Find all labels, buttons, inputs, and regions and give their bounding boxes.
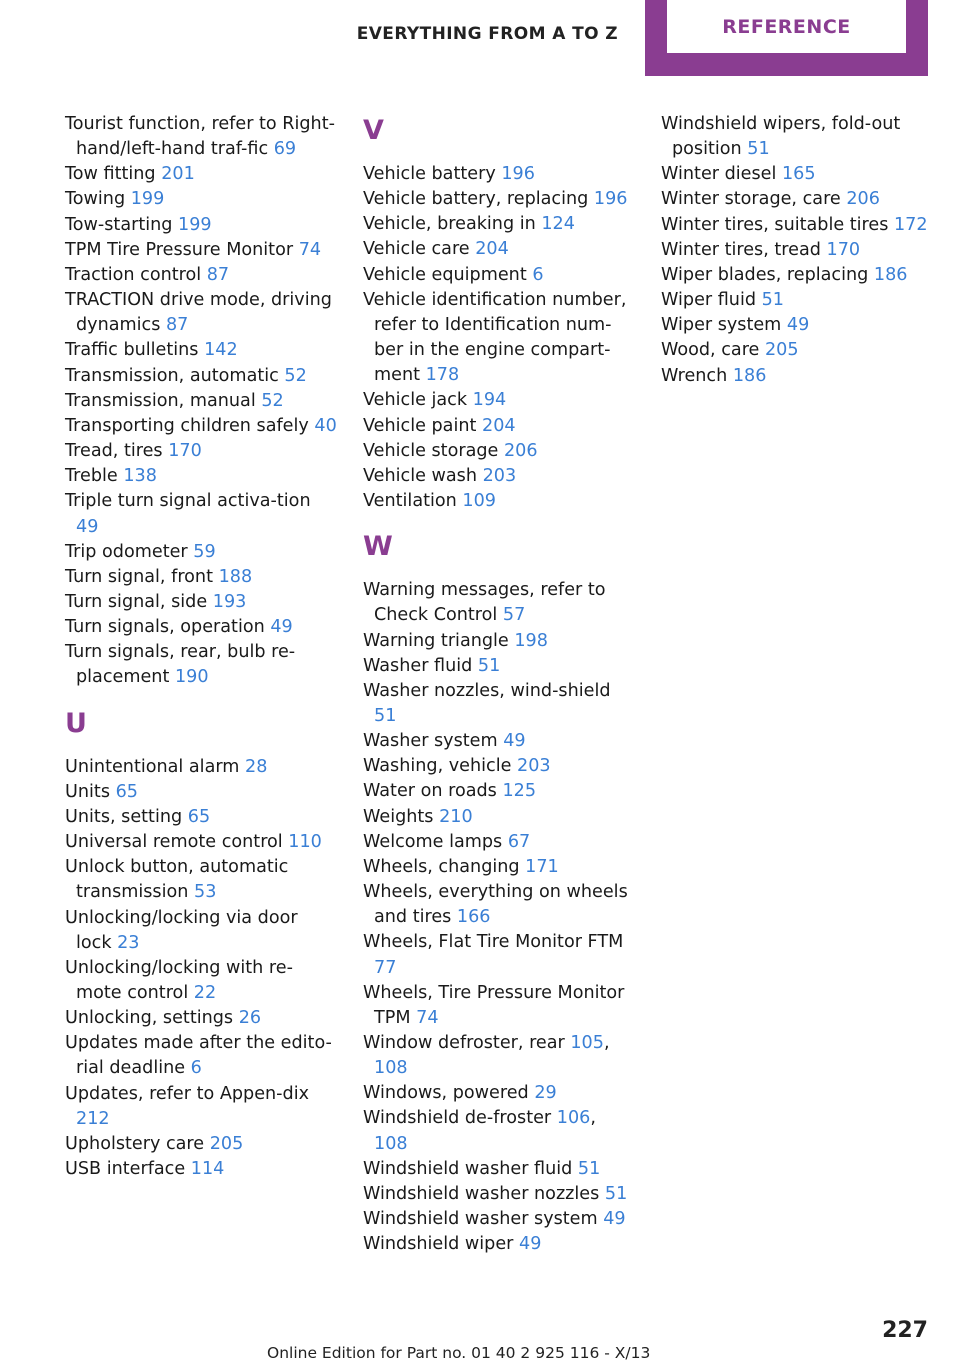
index-entry [363,439,635,464]
index-entry [363,162,635,187]
page-link[interactable]: 106 [556,1108,591,1129]
entry-text: Turn signals, rear, bulb re-placement [65,642,296,688]
index-entry [65,213,337,238]
index-entry [363,489,635,514]
index-entry [65,615,337,640]
page-link[interactable]: 206 [503,440,538,461]
page-link[interactable]: 199 [178,214,212,235]
page-link[interactable]: 203 [517,756,551,777]
index-entry [65,1132,337,1157]
section-letter: W [363,531,393,563]
entry-text: Vehicle identification number, refer to Identification num-ber in the engine compart-ment [363,289,627,386]
index-section [363,112,635,514]
page-link[interactable]: 110 [288,832,322,853]
entry-text: Vehicle, breaking in [363,214,542,235]
entry-text: Vehicle paint [363,415,482,436]
entry-text: Turn signal, side [65,591,213,612]
entry-text: Windshield washer system [363,1209,604,1230]
page-link[interactable]: 49 [270,617,293,638]
page-link[interactable]: 67 [507,831,531,852]
index-entry [363,779,635,804]
entry-text: Wheels, Tire Pressure Monitor TPM [363,982,625,1028]
entry-text: Windshield wiper [363,1234,519,1255]
entry-text: Ventilation [363,491,463,512]
page-link[interactable]: 199 [130,189,165,210]
page-link[interactable]: 204 [482,415,516,436]
index-entry [65,590,337,615]
index-entry [65,238,337,263]
page-link[interactable]: 49 [519,1234,542,1255]
index-entry [65,1031,337,1081]
entry-text: Upholstery care [65,1133,210,1154]
edition-footer: Online Edition for Part no. 01 40 2 925 116 - X/13 [267,1344,651,1362]
page-link[interactable]: 205 [764,340,799,361]
index-entry [661,162,933,187]
entry-text: Traction control [65,264,207,285]
entry-text: Updates made after the edito-rial deadline [65,1033,332,1079]
entry-text: Windshield de-froster [363,1108,557,1129]
page-link[interactable]: 178 [425,365,460,386]
page-link[interactable]: 203 [482,465,517,486]
entry-text: TRACTION drive mode, driving dynamics [65,290,332,336]
page-link[interactable]: 205 [209,1133,244,1154]
index-entry [363,679,635,729]
index-entry [661,187,933,212]
index-entry [363,855,635,880]
page-link[interactable]: 49 [503,731,526,752]
entry-text: Tow fitting [65,164,162,185]
entry-text: TPM Tire Pressure Monitor [65,239,299,260]
page-link[interactable]: 53 [194,882,217,903]
page-link[interactable]: 105 [570,1033,604,1053]
index-entry [65,1082,337,1132]
index-entry [363,187,635,212]
index-entry [65,805,337,830]
entry-text: Vehicle wash [363,465,483,486]
index-entry [65,187,337,212]
page-link[interactable]: 22 [193,983,217,1003]
page-link[interactable]: 109 [462,491,496,512]
index-entry [363,880,635,930]
index-entry [363,654,635,679]
index-entry [65,112,337,162]
entry-text: Washing, vehicle [363,756,518,777]
page-link[interactable]: 114 [190,1159,225,1180]
index-entry [65,439,337,464]
section-letter: V [363,115,384,146]
page-link[interactable]: 28 [245,756,268,777]
index-entry [363,288,635,389]
page-link[interactable]: 49 [603,1209,626,1230]
page-link[interactable]: 125 [502,781,537,802]
page-link[interactable]: 59 [193,541,216,562]
entry-text: Triple turn signal activa-tion [65,491,311,512]
page-link[interactable]: 51 [374,705,397,726]
entry-text: Washer nozzles, wind-shield [363,680,611,701]
page-link[interactable]: 69 [273,139,297,160]
page-link[interactable]: 51 [747,139,770,160]
index-entry [661,338,933,363]
index-entry [363,414,635,439]
entry-text: Traffic bulletins [65,340,205,361]
entry-text: Wheels, Flat Tire Monitor FTM [363,932,624,953]
index-entry [363,981,635,1031]
page-link[interactable]: 51 [477,655,501,676]
entry-text: Trip odometer [65,541,194,562]
page-link[interactable]: 170 [826,239,861,260]
entry-text: Welcome lamps [363,831,508,852]
page-link[interactable]: 108 [374,1133,408,1154]
index-entry [661,364,933,389]
entry-text: Units [65,781,116,802]
entry-text: Tow-starting [65,214,179,235]
index-entry [65,489,337,539]
index-entry [65,640,337,690]
page-link[interactable]: 74 [298,239,322,260]
page-link[interactable]: 204 [475,239,509,260]
page-link[interactable]: 172 [893,214,928,235]
index-entry [363,1232,635,1257]
index-entry [363,930,635,980]
index-section [363,528,635,1257]
index-entry [65,464,337,489]
entry-text: Unlocking/locking via door lock [65,907,298,953]
index-entry [363,754,635,779]
entry-text: Winter diesel [661,164,782,185]
page-link[interactable]: 26 [238,1008,262,1029]
entry-text: Unlocking, settings [65,1008,239,1029]
index-section [65,705,337,1183]
index-entry [65,956,337,1006]
entry-text: Tourist function, refer to Right-hand/left-hand traf-fic [65,114,335,160]
index-entry [363,830,635,855]
page-link[interactable]: 190 [174,667,209,688]
entry-text: Wiper blades, replacing [661,264,874,285]
page-link[interactable]: 171 [525,856,559,877]
section-letter: U [65,707,87,739]
page-link[interactable]: 51 [604,1183,628,1204]
index-entry [363,805,635,830]
page-link[interactable]: 201 [161,164,195,185]
index-entry: Window defroster, rear 105, 108 [363,1033,610,1079]
index-entry [363,263,635,288]
index-entry [363,1157,635,1182]
entry-text: Winter tires, suitable tires [661,214,894,235]
page-link[interactable]: 198 [514,630,548,651]
page-link[interactable]: 49 [786,315,810,336]
index-entry [363,237,635,262]
page-link[interactable]: 165 [781,164,816,185]
reference-tab-inner [667,0,906,53]
index-entry: Windshield de-froster 106, 108 [363,1108,596,1154]
page-link[interactable]: 212 [76,1108,110,1129]
index-entry [363,1182,635,1207]
index-entry [65,540,337,565]
entry-text: Wheels, everything on wheels and tires [363,882,628,928]
index-entry [65,755,337,780]
reference-tab [645,0,928,76]
page-link[interactable]: 23 [117,932,140,953]
entry-text: Winter tires, tread [661,239,827,260]
page-link[interactable]: 186 [873,264,908,285]
entry-text: Turn signal, front [65,566,219,587]
entry-text: Windshield washer nozzles [363,1183,605,1204]
page-link[interactable]: 65 [115,781,138,802]
entry-text: Vehicle battery [363,164,502,184]
entry-text: Wiper system [661,315,787,336]
page-link[interactable]: 51 [577,1158,601,1179]
index-entry [661,213,933,238]
page-link[interactable]: 170 [168,441,202,462]
page-link[interactable]: 6 [190,1058,202,1079]
index-entry [661,288,933,313]
page-link[interactable]: 51 [761,290,784,311]
section-title: EVERYTHING FROM A TO Z [356,24,618,44]
entry-text: Weights [363,806,440,827]
index-entry [363,212,635,237]
index-section [661,112,933,389]
entry-text: Transmission, manual [65,390,262,411]
page-link[interactable]: 77 [374,957,397,978]
entry-text: Universal remote control [65,832,289,853]
index-entry [65,830,337,855]
index-entry [65,162,337,187]
entry-text: Vehicle jack [363,390,473,411]
index-entry [65,288,337,338]
page-link[interactable]: 52 [261,390,284,411]
page-link[interactable]: 74 [416,1007,439,1028]
entry-text: Units, setting [65,806,188,827]
index-entry [363,729,635,754]
page-link[interactable]: 138 [123,466,157,487]
entry-text: Towing [65,189,131,210]
entry-text: Washer system [363,731,504,752]
entry-text: Turn signals, operation [65,617,271,638]
entry-text: Unlocking/locking with re-mote control [65,957,293,1003]
index-entry [65,1006,337,1031]
entry-text: Transporting children safely [65,415,315,436]
index-column-2 [363,112,635,1257]
entry-text: Windshield washer fluid [363,1158,578,1179]
page-link[interactable]: 166 [456,907,491,928]
index-entry [65,414,337,439]
index-entry [65,263,337,288]
entry-text: Wheels, changing [363,856,526,877]
entry-text: USB interface [65,1159,191,1180]
entry-text: Unintentional alarm [65,756,246,777]
index-entry [65,780,337,805]
page-link[interactable]: 186 [732,365,767,386]
index-entry [661,263,933,288]
index-entry [363,1081,635,1106]
page-link[interactable]: 196 [593,189,628,210]
entry-text: Warning triangle [363,630,515,651]
page-link[interactable]: 57 [502,605,526,626]
entry-text: Windows, powered [363,1083,535,1104]
index-entry [65,565,337,590]
page-link[interactable]: 6 [532,264,544,285]
page-number: 227 [882,1318,928,1343]
entry-text: Transmission, automatic [65,365,285,386]
index-entry [65,906,337,956]
entry-text: Unlock button, automatic transmission [65,857,289,903]
entry-text: Washer fluid [363,655,478,676]
page-link[interactable]: 65 [187,806,211,827]
entry-text: Wiper fluid [661,290,762,311]
index-column-1 [65,112,337,1182]
page-link[interactable]: 193 [212,591,247,612]
entry-text: Tread, tires [65,441,169,462]
entry-text: Wood, care [661,340,765,361]
index-entry [363,1207,635,1232]
entry-text: Vehicle equipment [363,264,533,285]
page-link[interactable]: 40 [314,415,337,436]
entry-text: Winter storage, care [661,189,847,210]
index-entry [363,629,635,654]
entry-text: Treble [65,466,124,487]
index-entry [65,1157,337,1182]
page-link[interactable]: 49 [76,516,99,537]
page-link[interactable]: 124 [541,214,575,235]
page-link[interactable]: 87 [165,315,189,336]
page-link[interactable]: 196 [501,164,535,184]
index-entry [65,364,337,389]
index-entry [65,855,337,905]
index-entry [661,313,933,338]
page-link[interactable]: 194 [472,390,507,411]
index-entry [661,238,933,263]
index-entry [363,388,635,413]
index-section [65,112,337,691]
page-link[interactable]: 52 [284,365,307,386]
index-entry [363,578,635,628]
index-entry [661,112,933,162]
index-entry [65,338,337,363]
entry-text: Vehicle care [363,239,476,260]
entry-text: Vehicle battery, replacing [363,189,594,210]
page-link[interactable]: 210 [439,806,473,827]
entry-text: Vehicle storage [363,440,504,461]
entry-text: Water on roads [363,781,503,802]
entry-text: Wrench [661,365,733,386]
page-link[interactable]: 29 [534,1083,557,1104]
entry-text: Windshield wipers, fold-out position [661,114,901,160]
entry-text: Updates, refer to Appen-dix [65,1083,310,1104]
page-link[interactable]: 206 [846,189,880,210]
index-column-3 [661,112,933,389]
page-link[interactable]: 142 [204,340,238,361]
page-link[interactable]: 108 [374,1058,408,1079]
reference-tab-label: REFERENCE [722,15,851,38]
entry-text: Window defroster, rear [363,1033,571,1053]
entry-text: Warning messages, refer to Check Control [363,580,606,626]
index-entry [65,389,337,414]
page-link[interactable]: 188 [218,566,253,587]
page-link[interactable]: 87 [206,264,230,285]
index-entry [363,464,635,489]
